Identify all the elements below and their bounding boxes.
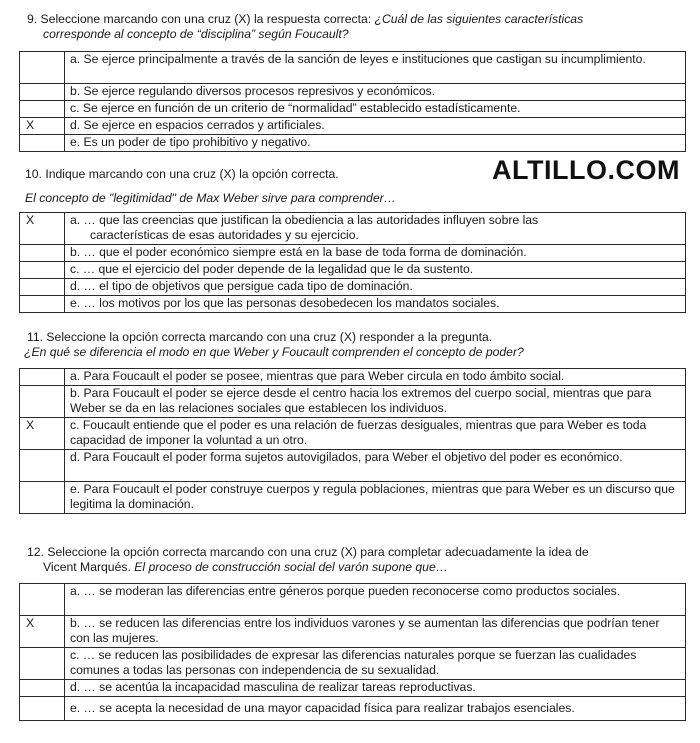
altillo-watermark: ALTILLO.COM xyxy=(492,155,680,185)
question-9-line-1 xyxy=(27,12,583,27)
question-10-heading xyxy=(25,167,396,206)
answer-mark-cell[interactable] xyxy=(20,369,65,386)
table-row xyxy=(20,118,686,135)
option-text: c. Foucault entiende que el poder es una relación de fuerzas desiguales, mientras que para Weber es toda capacidad de imponer la voluntad a un otro. xyxy=(65,418,686,450)
question-12-instruction-cont: Vicent Marqués. xyxy=(43,560,135,574)
answer-mark-cell[interactable]: X xyxy=(20,118,65,135)
table-row xyxy=(20,52,686,84)
option-text: a. Para Foucault el poder se posee, mientras que para Weber circula en todo ámbito social. xyxy=(65,369,686,386)
question-11-instruction: 11. Seleccione la opción correcta marcando con una cruz (X) responder a la pregunta. xyxy=(27,330,493,344)
question-10-prompt: El concepto de "legitimidad" de Max Weber sirve para comprender… xyxy=(25,191,396,205)
table-row xyxy=(20,482,686,514)
answer-mark-cell[interactable]: X xyxy=(20,616,65,648)
answer-mark-cell[interactable] xyxy=(20,135,65,152)
option-text: a. … que las creencias que justifican la obediencia a las autoridades influyen sobre las xyxy=(70,213,539,227)
table-row xyxy=(20,648,686,680)
option-text: b. … que el poder económico siempre está en la base de toda forma de dominación. xyxy=(65,245,686,262)
answer-mark-cell[interactable] xyxy=(20,648,65,680)
answer-mark-cell[interactable] xyxy=(20,296,65,313)
question-12-instruction: 12. Seleccione la opción correcta marcando con una cruz (X) para completar adecuadamente la idea de xyxy=(27,545,589,559)
answer-mark-cell[interactable] xyxy=(20,680,65,697)
question-11-options-table xyxy=(19,368,686,514)
question-12-prompt: El proceso de construcción social del varón supone que… xyxy=(134,560,448,574)
question-11-prompt: ¿En qué se diferencia el modo en que Weber y Foucault comprenden el concepto de poder? xyxy=(24,345,524,359)
option-text: e. Para Foucault el poder construye cuerpos y regula poblaciones, mientras que para Weber es un discurso que legitima la dominación. xyxy=(65,482,686,514)
option-text: b. … se reducen las diferencias entre los individuos varones y se aumentan las diferencias que podrían tener con las mujeres. xyxy=(65,616,686,648)
option-text: d. … el tipo de objetivos que persigue cada tipo de dominación. xyxy=(65,279,686,296)
table-row xyxy=(20,213,686,245)
question-11-heading xyxy=(24,330,524,360)
answer-mark-cell[interactable] xyxy=(20,482,65,514)
option-text: b. Se ejerce regulando diversos procesos represivos y económicos. xyxy=(65,84,686,101)
option-text: e. Es un poder de tipo prohibitivo y negativo. xyxy=(65,135,686,152)
option-text: c. Se ejerce en función de un criterio de “normalidad” establecido estadísticamente. xyxy=(65,101,686,118)
question-10-instruction: 10. Indique marcando con una cruz (X) la opción correcta. xyxy=(25,167,339,181)
question-12-options-table xyxy=(19,583,686,721)
table-row xyxy=(20,386,686,418)
question-12-heading xyxy=(27,545,589,575)
option-text: c. … que el ejercicio del poder depende de la legalidad que le da sustento. xyxy=(65,262,686,279)
answer-mark-cell[interactable] xyxy=(20,52,65,84)
option-text: a. Se ejerce principalmente a través de la sanción de leyes e instituciones que castigan su incumplimiento. xyxy=(65,52,686,84)
table-row xyxy=(20,84,686,101)
question-9-prompt-cont: corresponde al concepto de “disciplina” según Foucault? xyxy=(43,27,349,41)
option-cell xyxy=(65,213,686,245)
answer-mark-cell[interactable] xyxy=(20,584,65,616)
answer-mark-cell[interactable] xyxy=(20,84,65,101)
table-row xyxy=(20,680,686,697)
question-10-options-table xyxy=(19,212,686,313)
option-text-cont: características de esas autoridades y su ejercicio. xyxy=(90,228,359,242)
question-9-prompt: ¿Cuál de las siguientes características xyxy=(374,12,584,26)
question-12-line-2 xyxy=(27,560,589,575)
answer-mark-cell[interactable] xyxy=(20,697,65,721)
table-row xyxy=(20,418,686,450)
table-row xyxy=(20,135,686,152)
answer-mark-cell[interactable] xyxy=(20,386,65,418)
table-row xyxy=(20,262,686,279)
table-row xyxy=(20,584,686,616)
table-row xyxy=(20,101,686,118)
question-9-heading xyxy=(27,12,583,42)
table-row xyxy=(20,616,686,648)
option-text: a. … se moderan las diferencias entre géneros porque pueden reconocerse como productos sociales. xyxy=(65,584,686,616)
table-row xyxy=(20,245,686,262)
answer-mark-cell[interactable]: X xyxy=(20,418,65,450)
table-row xyxy=(20,369,686,386)
option-text: c. … se reducen las posibilidades de expresar las diferencias naturales porque se fuerzan las cualidades comunes a todas las personas con independencia de su sexualidad. xyxy=(65,648,686,680)
table-row xyxy=(20,279,686,296)
option-text: d. … se acentúa la incapacidad masculina de realizar tareas reproductivas. xyxy=(65,680,686,697)
answer-mark-cell[interactable] xyxy=(20,245,65,262)
answer-mark-cell[interactable] xyxy=(20,101,65,118)
option-text: b. Para Foucault el poder se ejerce desde el centro hacia los extremos del cuerpo social, mientras que para Weber se da en las relaciones sociales que establecen los individuos. xyxy=(65,386,686,418)
answer-mark-cell[interactable] xyxy=(20,262,65,279)
table-row xyxy=(20,450,686,482)
table-row xyxy=(20,296,686,313)
table-row xyxy=(20,697,686,721)
answer-mark-cell[interactable]: X xyxy=(20,213,65,245)
answer-mark-cell[interactable] xyxy=(20,450,65,482)
answer-mark-cell[interactable] xyxy=(20,279,65,296)
question-9-instruction: 9. Seleccione marcando con una cruz (X) la respuesta correcta: xyxy=(27,12,375,26)
option-text: d. Para Foucault el poder forma sujetos autovigilados, para Weber el objetivo del poder es económico. xyxy=(65,450,686,482)
option-text: d. Se ejerce en espacios cerrados y artificiales. xyxy=(65,118,686,135)
option-text: e. … los motivos por los que las personas desobedecen los mandatos sociales. xyxy=(65,296,686,313)
option-text: e. … se acepta la necesidad de una mayor capacidad física para realizar trabajos esenciales. xyxy=(65,697,686,721)
question-9-options-table xyxy=(19,51,686,152)
